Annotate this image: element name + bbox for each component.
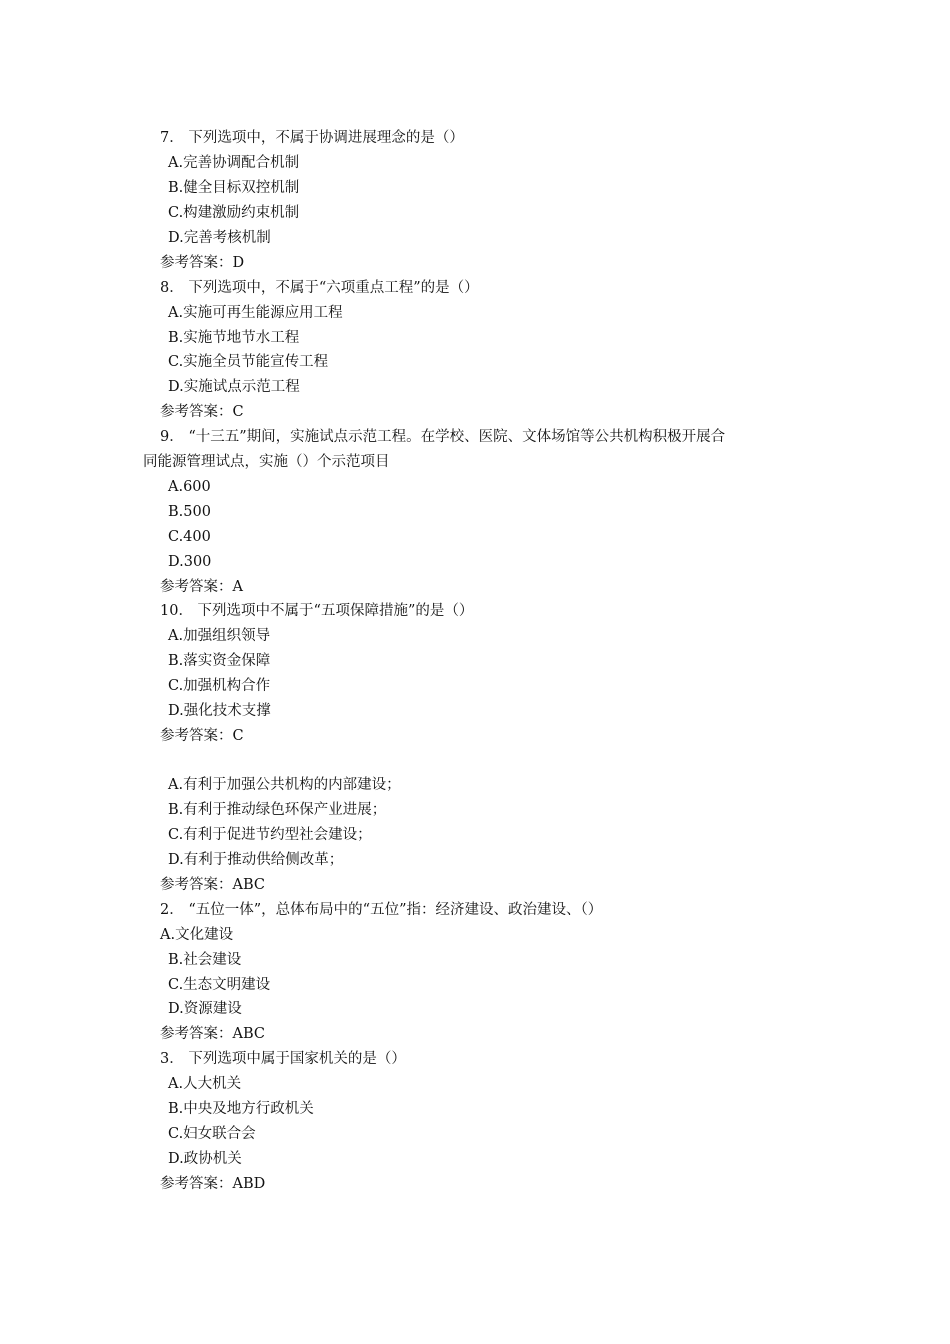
question-10-option-a: A.加强组织领导 [168,628,271,644]
question-10-option-b: B.落实资金保障 [168,653,271,669]
question-10-option-d: D.强化技术支撑 [168,703,271,719]
question-9-stem-line1: 9． “十三五”期间，实施试点示范工程。在学校、医院、文体场馆等公共机构积极开展合 [160,429,726,445]
question-8-option-a: A.实施可再生能源应用工程 [168,305,343,321]
question-9-option-b: B.500 [168,504,211,520]
question-8-answer: 参考答案：C [160,404,244,420]
question-9-stem-line2: 同能源管理试点，实施（）个示范项目 [143,454,390,470]
question-10-answer: 参考答案：C [160,728,244,744]
multi-1-option-d: D.有利于推动供给侧改革； [168,852,344,868]
question-7-option-d: D.完善考核机制 [168,230,271,246]
question-9-answer: 参考答案：A [160,579,243,595]
multi-1-option-b: B.有利于推动绿色环保产业进展； [168,802,387,818]
multi-3-option-c: C.妇女联合会 [168,1126,256,1142]
question-7-option-a: A.完善协调配合机制 [168,155,300,171]
question-8-option-d: D.实施试点示范工程 [168,379,300,395]
multi-3-option-b: B.中央及地方行政机关 [168,1101,314,1117]
multi-3-option-a: A.人大机关 [168,1076,242,1092]
question-9-option-c: C.400 [168,529,211,545]
multi-1-option-c: C.有利于促进节约型社会建设； [168,827,372,843]
multi-2-option-d: D.资源建设 [168,1001,242,1017]
question-7-stem: 7． 下列选项中，不属于协调进展理念的是（） [160,130,464,146]
multi-3-option-d: D.政协机关 [168,1151,242,1167]
multi-2-option-b: B.社会建设 [168,952,242,968]
multi-2-option-c: C.生态文明建设 [168,977,271,993]
question-10-stem: 10． 下列选项中不属于“五项保障措施”的是（） [160,603,474,619]
question-10-option-c: C.加强机构合作 [168,678,271,694]
multi-2-stem: 2． “五位一体”，总体布局中的“五位”指：经济建设、政治建设、（） [160,902,603,918]
question-8-stem: 8． 下列选项中，不属于“六项重点工程”的是（） [160,280,479,296]
question-9-option-a: A.600 [168,479,211,495]
question-9-option-d: D.300 [168,554,212,570]
question-8-option-c: C.实施全员节能宣传工程 [168,354,329,370]
multi-2-option-a: A.文化建设 [160,927,234,943]
multi-1-answer: 参考答案：ABC [160,877,265,893]
question-7-option-c: C.构建激励约束机制 [168,205,300,221]
multi-2-answer: 参考答案：ABC [160,1026,265,1042]
multi-3-answer: 参考答案：ABD [160,1176,266,1192]
multi-1-option-a: A.有利于加强公共机构的内部建设； [168,777,401,793]
multi-3-stem: 3． 下列选项中属于国家机关的是（） [160,1051,406,1067]
question-8-option-b: B.实施节地节水工程 [168,330,300,346]
question-7-answer: 参考答案：D [160,255,245,271]
question-7-option-b: B.健全目标双控机制 [168,180,300,196]
